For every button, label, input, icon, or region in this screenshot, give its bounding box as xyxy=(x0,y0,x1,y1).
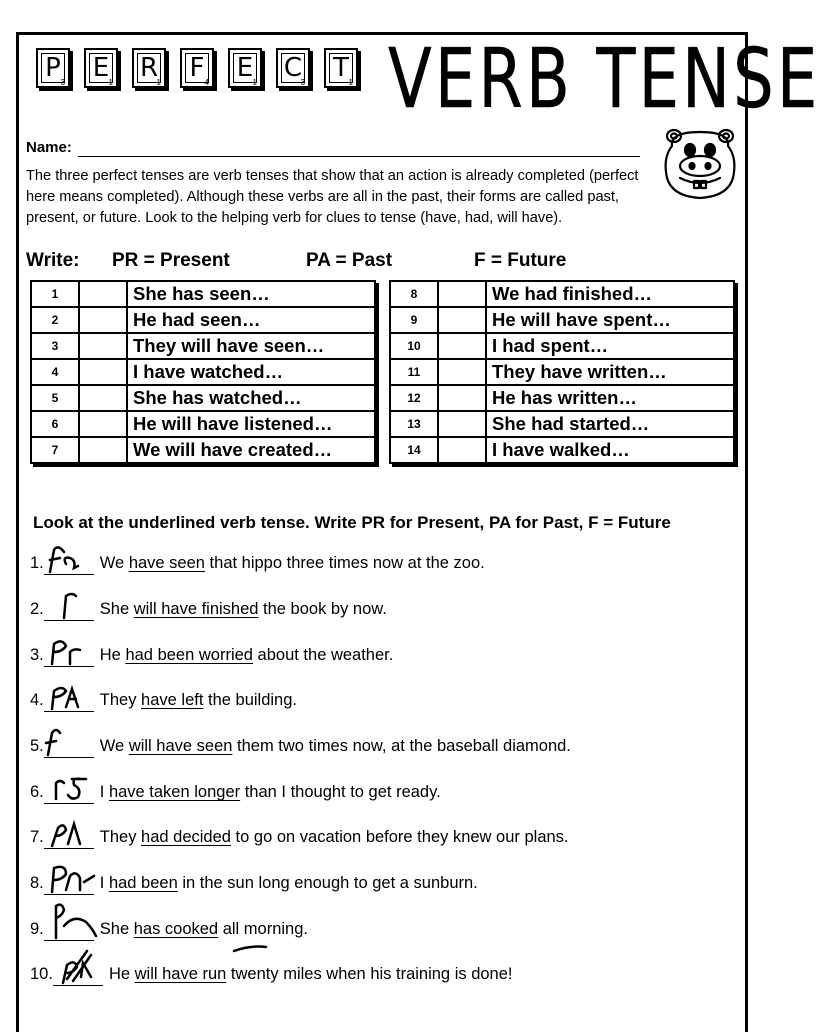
question-item xyxy=(30,597,387,621)
handwritten-answer xyxy=(44,775,94,805)
sentence-end: in the sun long enough to get a sunburn. xyxy=(177,874,478,892)
verb-phrase: He will have listened… xyxy=(127,411,375,437)
verb-phrase: I have watched… xyxy=(127,359,375,385)
sentence-start: She xyxy=(99,920,134,938)
tile-points: 1 xyxy=(108,78,113,87)
sentence-start: He xyxy=(99,646,126,664)
letter-tile xyxy=(228,48,262,88)
table-row xyxy=(390,359,734,385)
title-letter-tiles xyxy=(36,48,366,92)
table-row xyxy=(390,281,734,307)
tile-letter: T xyxy=(329,53,353,83)
question-item xyxy=(30,825,569,849)
pen-mark xyxy=(232,943,272,955)
handwritten-answer xyxy=(44,912,94,942)
table-row xyxy=(31,359,375,385)
handwritten-answer xyxy=(44,592,94,622)
underlined-verb: had decided xyxy=(141,828,231,846)
tense-table-right xyxy=(389,280,735,464)
table-row xyxy=(31,385,375,411)
sentence-start: She xyxy=(99,600,134,618)
answer-blank[interactable] xyxy=(44,874,94,895)
table-row xyxy=(390,333,734,359)
question-number: 7. xyxy=(30,828,44,846)
answer-cell[interactable] xyxy=(438,359,486,385)
verb-phrase: They have written… xyxy=(486,359,734,385)
sentence-end: them two times now, at the baseball diamond. xyxy=(232,737,571,755)
tile-letter: E xyxy=(89,53,113,83)
underlined-verb: had been worried xyxy=(125,646,253,664)
intro-paragraph: The three perfect tenses are verb tenses that show that an action is already completed (perfect here means completed). Although these verbs are all in the past, their forms are called past, present, or future. Look to the helping verb for clues to tense (have, had, will have). xyxy=(26,168,639,226)
hippo-icon xyxy=(660,126,740,202)
answer-blank[interactable] xyxy=(44,691,94,712)
table-row xyxy=(31,281,375,307)
question-number: 4. xyxy=(30,691,44,709)
sentence-end: the building. xyxy=(203,691,297,709)
underlined-verb: has cooked xyxy=(133,920,219,938)
question-number: 10. xyxy=(30,965,53,983)
tile-letter: P xyxy=(41,53,65,83)
answer-cell[interactable] xyxy=(79,359,127,385)
legend-past: PA = Past xyxy=(306,250,393,271)
verb-phrase: They will have seen… xyxy=(127,333,375,359)
answer-cell[interactable] xyxy=(438,437,486,463)
row-number: 1 xyxy=(31,281,79,307)
sentence-end: about the weather. xyxy=(252,646,394,664)
question-item xyxy=(30,962,512,986)
row-number: 3 xyxy=(31,333,79,359)
row-number: 12 xyxy=(390,385,438,411)
question-number: 6. xyxy=(30,783,44,801)
answer-blank[interactable] xyxy=(44,646,94,667)
question-number: 1. xyxy=(30,554,44,572)
legend-write: Write: xyxy=(26,250,80,271)
letter-tile xyxy=(180,48,214,88)
answer-blank[interactable] xyxy=(44,600,94,621)
letter-tile xyxy=(84,48,118,88)
tile-points: 1 xyxy=(348,78,353,87)
table-row xyxy=(31,333,375,359)
handwritten-answer xyxy=(44,683,94,713)
answer-blank[interactable] xyxy=(44,554,94,575)
table-row xyxy=(31,411,375,437)
underlined-verb: had been xyxy=(108,874,178,892)
answer-blank[interactable] xyxy=(44,828,94,849)
underlined-verb: will have finished xyxy=(133,600,259,618)
question-item xyxy=(30,551,485,575)
answer-cell[interactable] xyxy=(438,307,486,333)
answer-cell[interactable] xyxy=(79,437,127,463)
answer-cell[interactable] xyxy=(79,333,127,359)
row-number: 5 xyxy=(31,385,79,411)
name-label: Name: xyxy=(26,139,72,156)
tile-letter: R xyxy=(137,53,161,83)
answer-blank[interactable] xyxy=(44,737,94,758)
sentence-end: twenty miles when his training is done! xyxy=(226,965,513,983)
letter-tile xyxy=(276,48,310,88)
table-row xyxy=(390,411,734,437)
answer-blank[interactable] xyxy=(44,783,94,804)
tile-points: 1 xyxy=(156,78,161,87)
answer-cell[interactable] xyxy=(438,333,486,359)
question-number: 8. xyxy=(30,874,44,892)
verb-phrase: He has written… xyxy=(486,385,734,411)
table-row xyxy=(31,437,375,463)
question-item xyxy=(30,917,308,941)
row-number: 8 xyxy=(390,281,438,307)
table-row xyxy=(390,437,734,463)
sentence-start: We xyxy=(99,554,129,572)
legend-future: F = Future xyxy=(474,250,567,271)
question-number: 5. xyxy=(30,737,44,755)
row-number: 2 xyxy=(31,307,79,333)
row-number: 9 xyxy=(390,307,438,333)
answer-cell[interactable] xyxy=(79,281,127,307)
sentence-end: the book by now. xyxy=(258,600,387,618)
underlined-verb: will have seen xyxy=(128,737,233,755)
question-item xyxy=(30,688,297,712)
question-number: 3. xyxy=(30,646,44,664)
question-item xyxy=(30,780,441,804)
answer-cell[interactable] xyxy=(438,281,486,307)
handwritten-answer xyxy=(44,638,94,668)
row-number: 11 xyxy=(390,359,438,385)
tile-points: 4 xyxy=(204,78,209,87)
section-instructions: Look at the underlined verb tense. Write PR for Present, PA for Past, F = Future xyxy=(33,513,671,532)
row-number: 7 xyxy=(31,437,79,463)
table-row xyxy=(390,307,734,333)
name-field[interactable] xyxy=(78,156,640,157)
verb-phrase: I had spent… xyxy=(486,333,734,359)
tile-points: 1 xyxy=(252,78,257,87)
sentence-end: to go on vacation before they knew our plans. xyxy=(230,828,569,846)
answer-cell[interactable] xyxy=(79,307,127,333)
letter-tile xyxy=(324,48,358,88)
handwritten-answer xyxy=(53,957,103,987)
sentence-start: We xyxy=(99,737,129,755)
question-number: 2. xyxy=(30,600,44,618)
answer-cell[interactable] xyxy=(79,385,127,411)
question-item xyxy=(30,643,393,667)
sentence-end: that hippo three times now at the zoo. xyxy=(204,554,485,572)
underlined-verb: have left xyxy=(141,691,204,709)
row-number: 14 xyxy=(390,437,438,463)
row-number: 13 xyxy=(390,411,438,437)
legend-present: PR = Present xyxy=(112,250,230,271)
row-number: 4 xyxy=(31,359,79,385)
answer-blank[interactable] xyxy=(53,965,103,986)
underlined-verb: will have run xyxy=(134,965,227,983)
tile-letter: C xyxy=(281,53,305,83)
tile-letter: F xyxy=(185,53,209,83)
verb-phrase: We will have created… xyxy=(127,437,375,463)
answer-cell[interactable] xyxy=(438,411,486,437)
page-title: VERB TENSE xyxy=(388,32,820,127)
underlined-verb: have taken longer xyxy=(108,783,241,801)
table-row xyxy=(390,385,734,411)
answer-blank[interactable] xyxy=(44,920,94,941)
question-item xyxy=(30,734,571,758)
sentence-start: They xyxy=(99,691,142,709)
handwritten-answer xyxy=(44,820,94,850)
sentence-start: They xyxy=(99,828,142,846)
row-number: 10 xyxy=(390,333,438,359)
underlined-verb: have seen xyxy=(128,554,205,572)
handwritten-answer xyxy=(44,729,94,759)
verb-phrase: She has watched… xyxy=(127,385,375,411)
handwritten-answer xyxy=(44,866,94,896)
tense-table-left xyxy=(30,280,376,464)
handwritten-answer xyxy=(44,546,94,576)
question-number: 9. xyxy=(30,920,44,938)
answer-cell[interactable] xyxy=(79,411,127,437)
sentence-start: He xyxy=(108,965,135,983)
verb-phrase: She had started… xyxy=(486,411,734,437)
tile-letter: E xyxy=(233,53,257,83)
tile-points: 3 xyxy=(300,78,305,87)
verb-phrase: He had seen… xyxy=(127,307,375,333)
verb-phrase: We had finished… xyxy=(486,281,734,307)
tile-points: 3 xyxy=(60,78,65,87)
verb-phrase: He will have spent… xyxy=(486,307,734,333)
sentence-end: than I thought to get ready. xyxy=(240,783,441,801)
verb-phrase: She has seen… xyxy=(127,281,375,307)
sentence-start: I xyxy=(99,874,109,892)
verb-phrase: I have walked… xyxy=(486,437,734,463)
letter-tile xyxy=(132,48,166,88)
sentence-end: all morning. xyxy=(218,920,308,938)
sentence-start: I xyxy=(99,783,109,801)
letter-tile xyxy=(36,48,70,88)
question-item xyxy=(30,871,478,895)
row-number: 6 xyxy=(31,411,79,437)
table-row xyxy=(31,307,375,333)
answer-cell[interactable] xyxy=(438,385,486,411)
